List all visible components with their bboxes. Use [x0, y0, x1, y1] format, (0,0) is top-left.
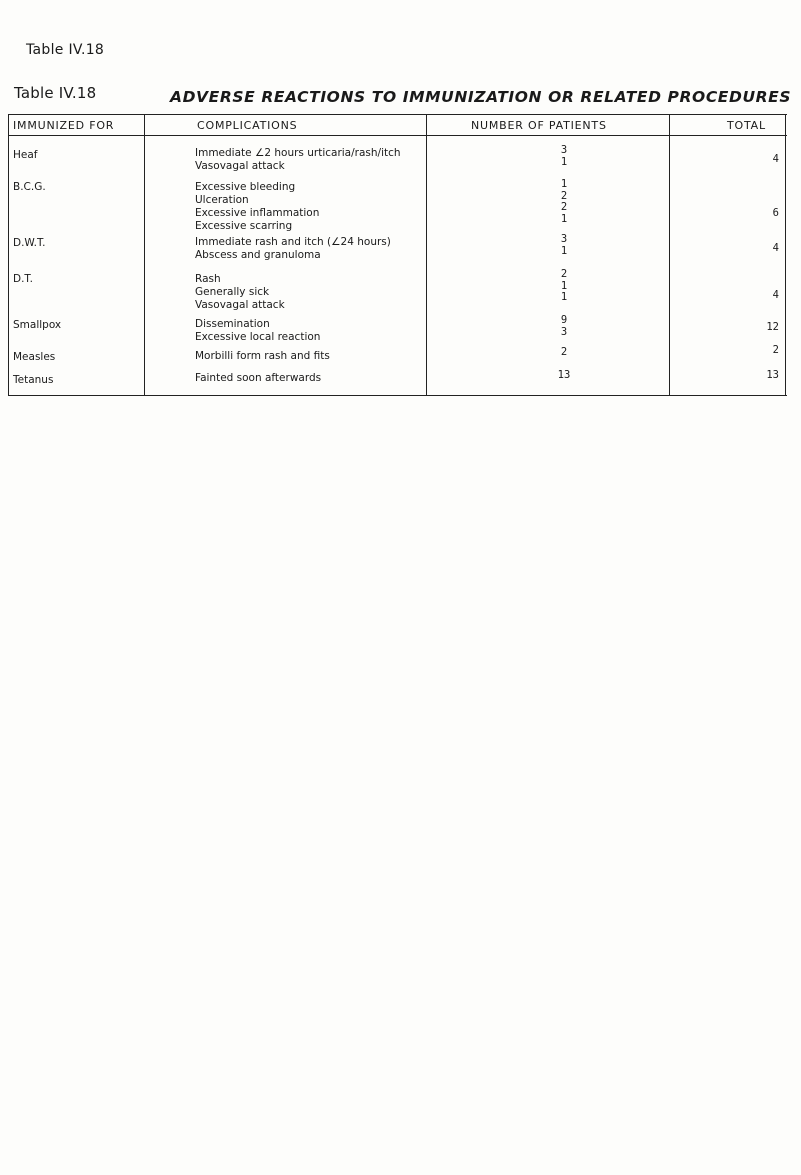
complication-item: Morbilli form rash and fits [195, 350, 330, 362]
complication-item: Immediate rash and itch (∠24 hours) [195, 236, 391, 248]
column-header-number-of-patients: NUMBER OF PATIENTS [471, 119, 607, 132]
complication-item: Ulceration [195, 194, 249, 206]
column-header-complications: COMPLICATIONS [197, 119, 298, 132]
immunized-for-cell: D.W.T. [13, 237, 46, 249]
total-cell: 12 [766, 321, 779, 333]
total-cell: 4 [772, 153, 779, 165]
patients-cell [557, 145, 571, 168]
complication-item: Generally sick [195, 286, 270, 298]
patients-cell [557, 179, 571, 225]
immunized-for-cell: Smallpox [13, 319, 62, 331]
adverse-reactions-table [8, 114, 787, 396]
total-cell: 6 [772, 207, 779, 219]
patient-count: 2 [560, 189, 568, 202]
patient-count: 2 [560, 268, 568, 280]
immunized-for-cell: Tetanus [13, 374, 54, 386]
patients-cell [557, 315, 571, 338]
patient-count: 3 [560, 233, 568, 245]
complication-item: Excessive local reaction [195, 331, 321, 343]
patient-count: 2 [560, 346, 568, 358]
patient-count: 13 [557, 369, 571, 381]
complications-cell [195, 273, 285, 312]
complication-item: Vasovagal attack [195, 160, 285, 172]
patient-count: 1 [560, 155, 568, 168]
patients-cell [557, 269, 571, 304]
complications-cell [195, 236, 391, 262]
column-header-total: TOTAL [727, 119, 766, 132]
immunized-for-cell: Heaf [13, 149, 38, 161]
complication-item: Vasovagal attack [195, 299, 285, 311]
column-divider [426, 115, 427, 395]
table-label: Table IV.18 [14, 84, 97, 102]
immunized-for-cell: D.T. [13, 273, 33, 285]
total-cell: 13 [766, 369, 779, 381]
complications-cell [195, 372, 321, 385]
complication-item: Dissemination [195, 318, 270, 330]
table-title: ADVERSE REACTIONS TO IMMUNIZATION OR RELATED PROCEDURES [170, 88, 792, 106]
patients-cell [557, 347, 571, 359]
patient-count: 1 [560, 244, 568, 257]
immunized-for-cell: B.C.G. [13, 181, 46, 193]
column-divider [785, 115, 786, 395]
complications-cell [195, 318, 320, 344]
complication-item: Excessive bleeding [195, 181, 296, 193]
patient-count: 1 [560, 212, 568, 225]
column-divider [669, 115, 670, 395]
patient-count: 1 [560, 291, 568, 303]
patient-count: 1 [560, 178, 568, 190]
complication-item: Excessive inflammation [195, 207, 320, 219]
total-cell: 4 [772, 242, 779, 254]
complications-cell [195, 350, 330, 363]
complication-item: Fainted soon afterwards [195, 372, 322, 384]
patients-cell [557, 234, 571, 257]
header-rule [9, 135, 787, 136]
page-header: Table IV.18 [26, 42, 105, 58]
patient-count: 1 [560, 279, 568, 292]
column-header-immunized-for: IMMUNIZED FOR [13, 119, 115, 132]
patient-count: 9 [560, 314, 568, 326]
complications-cell [195, 181, 319, 233]
complication-item: Immediate ∠2 hours urticaria/rash/itch [195, 147, 401, 159]
patients-cell [554, 370, 574, 382]
patient-count: 3 [560, 325, 568, 338]
complication-item: Abscess and granuloma [195, 249, 321, 261]
column-divider [144, 115, 145, 395]
patient-count: 3 [560, 144, 568, 156]
total-cell: 4 [772, 289, 779, 301]
complication-item: Rash [195, 273, 221, 285]
patient-count: 2 [560, 201, 568, 213]
complication-item: Excessive scarring [195, 220, 293, 232]
complications-cell [195, 147, 401, 173]
immunized-for-cell: Measles [13, 351, 56, 363]
total-cell: 2 [772, 344, 779, 356]
